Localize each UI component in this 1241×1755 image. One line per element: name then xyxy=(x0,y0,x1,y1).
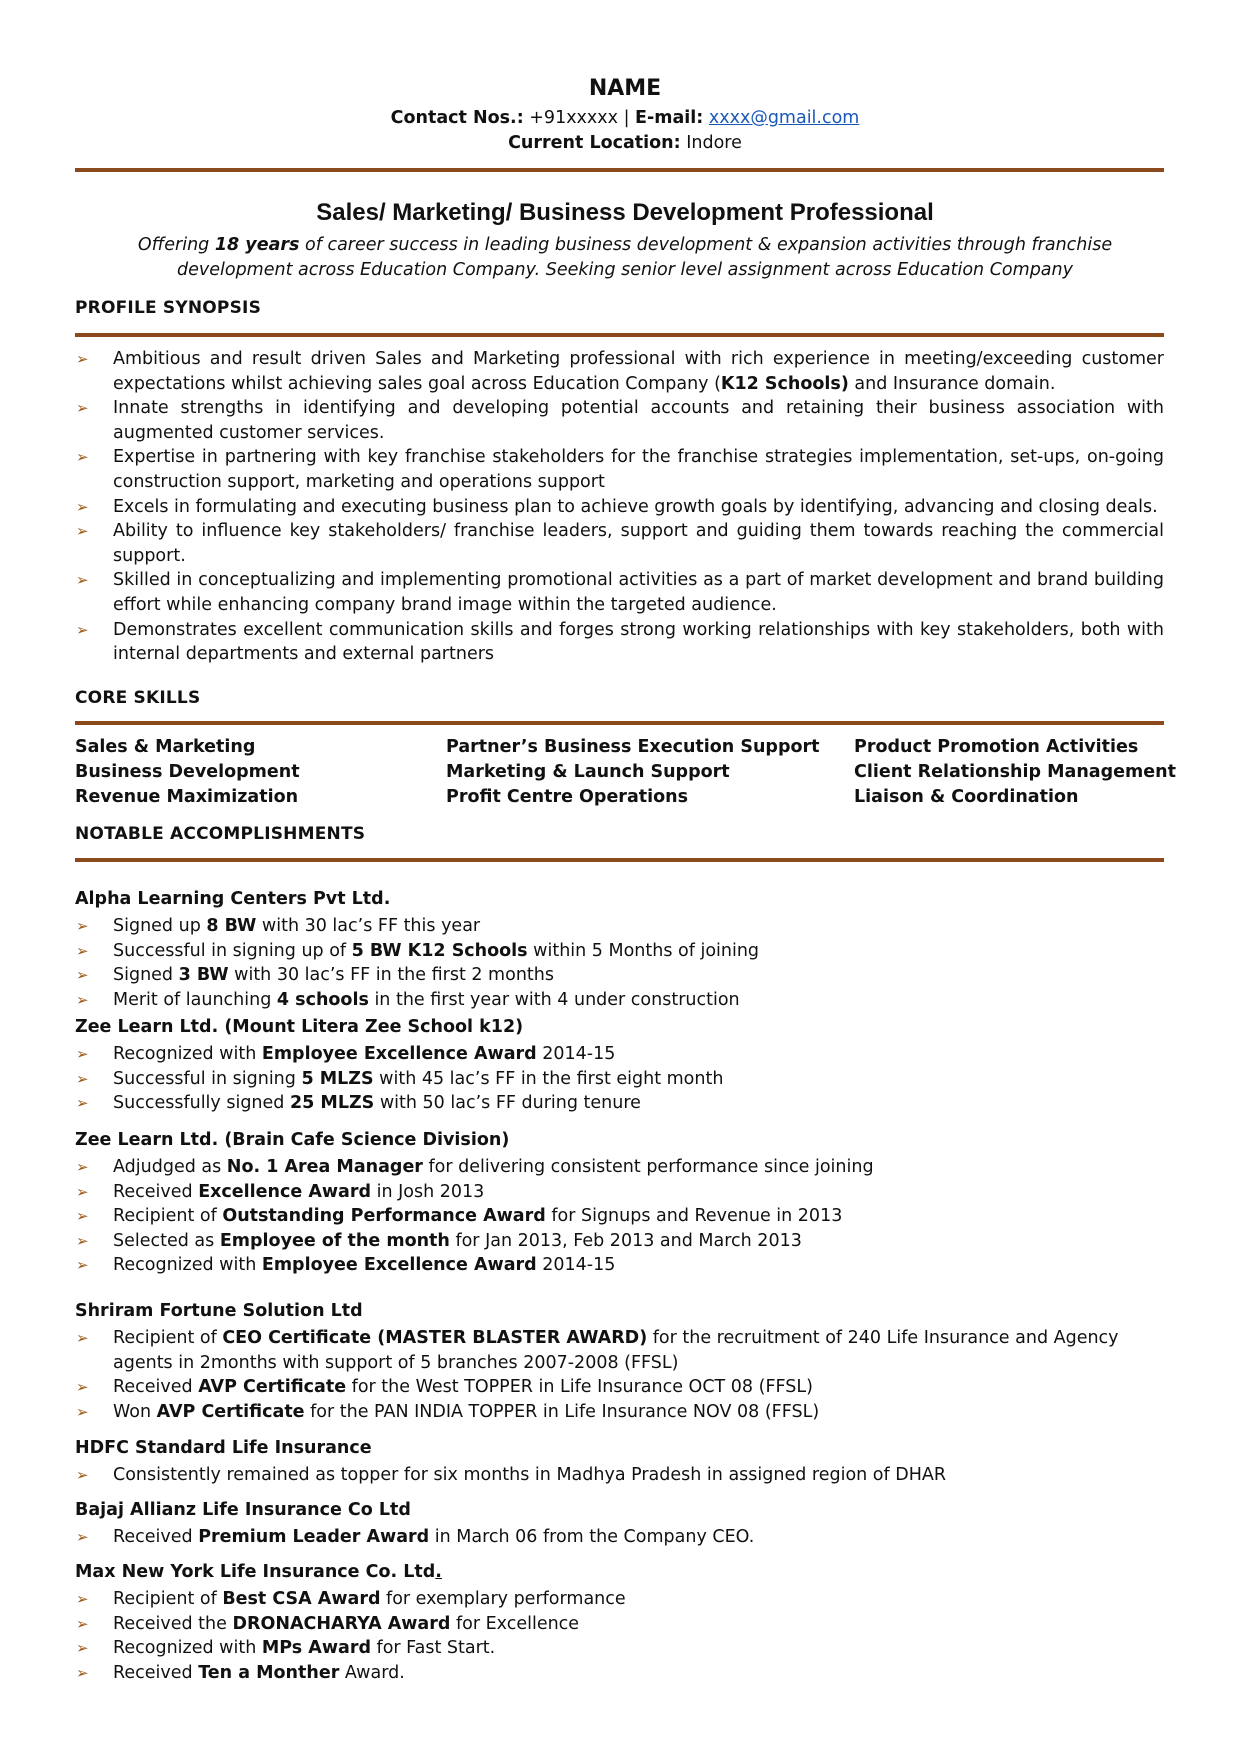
item-highlight: No. 1 Area Manager xyxy=(226,1157,423,1177)
offering-pre: Offering xyxy=(137,235,210,255)
arrow-bullet-icon: ➢ xyxy=(76,448,89,467)
accomplishments-heading: NOTABLE ACCOMPLISHMENTS xyxy=(75,824,366,844)
skills-column-3 xyxy=(854,735,1176,810)
core-skills-heading: CORE SKILLS xyxy=(75,688,201,708)
arrow-bullet-icon: ➢ xyxy=(76,917,89,935)
item-highlight: 5 BW K12 Schools xyxy=(351,940,528,961)
item-text: Innate strengths in identifying and developing potential accounts and retaining their business association with augmented customer services. xyxy=(113,398,1164,443)
arrow-bullet-icon: ➢ xyxy=(76,941,89,960)
item-text: for Fast Start. xyxy=(370,1638,496,1659)
item-highlight: Outstanding Performance Award xyxy=(222,1206,546,1227)
offering-post: of career success in leading business development & expansion activities through franchise development across Education Company. Seeking senior level assignment across Education Company xyxy=(177,235,1113,280)
item-text: Expertise in partnering with key franchise stakeholders for the franchise strategies implementation, set-ups, on-going construction support, marketing and operations support xyxy=(113,447,1164,492)
item-text: for delivering consistent performance since joining xyxy=(422,1157,874,1177)
item-text: for the PAN INDIA TOPPER in Life Insurance NOV 08 (FFSL) xyxy=(304,1401,820,1422)
list-item xyxy=(75,1375,1164,1400)
arrow-bullet-icon: ➢ xyxy=(76,1158,89,1176)
company-name: Zee Learn Ltd. (Mount Litera Zee School k12) xyxy=(75,1017,524,1037)
item-text: 2014-15 xyxy=(536,1255,616,1276)
list-item xyxy=(75,963,1164,988)
item-text: Consistently remained as topper for six months in Madhya Pradesh in assigned region of DHAR xyxy=(113,1465,947,1485)
arrow-bullet-icon: ➢ xyxy=(76,1231,89,1250)
skill-item: Profit Centre Operations xyxy=(446,787,689,807)
item-text: and Insurance domain. xyxy=(848,373,1056,394)
item-highlight: 4 schools xyxy=(276,989,369,1010)
company-name: Zee Learn Ltd. (Brain Cafe Science Division) xyxy=(75,1130,510,1150)
profile-synopsis-list xyxy=(75,347,1164,667)
item-highlight: 25 MLZS xyxy=(289,1093,375,1114)
item-text: Skilled in conceptualizing and implementing promotional activities as a part of market development and brand building effort while enhancing company brand image within the targeted audience. xyxy=(113,570,1164,615)
skill-item: Liaison & Coordination xyxy=(854,787,1079,807)
company-name: Shriram Fortune Solution Ltd xyxy=(75,1301,363,1321)
header-divider xyxy=(75,168,1164,172)
item-text: Selected as xyxy=(113,1230,220,1251)
arrow-bullet-icon: ➢ xyxy=(76,1207,89,1226)
arrow-bullet-icon: ➢ xyxy=(76,1528,89,1546)
item-highlight: Employee of the month xyxy=(219,1230,450,1251)
list-item xyxy=(75,1253,1164,1278)
item-highlight: MPs Award xyxy=(261,1638,371,1659)
list-item xyxy=(75,1229,1164,1254)
arrow-bullet-icon: ➢ xyxy=(76,1069,89,1088)
list-item xyxy=(75,618,1164,667)
skill-item: Business Development xyxy=(75,762,300,782)
item-text: Signed xyxy=(113,965,179,986)
item-text: within 5 Months of joining xyxy=(527,940,760,961)
list-item xyxy=(75,914,1164,939)
item-text: Signed up xyxy=(113,916,207,936)
skills-column-2 xyxy=(446,735,820,810)
arrow-bullet-icon: ➢ xyxy=(76,1639,89,1658)
list-item xyxy=(75,1661,1164,1686)
email-label: E-mail: xyxy=(635,108,704,128)
list-item xyxy=(75,939,1164,964)
item-text: 2014-15 xyxy=(536,1044,616,1064)
item-text: Received xyxy=(113,1377,199,1398)
item-text: Excels in formulating and executing business plan to achieve growth goals by identifying, advancing and closing deals. xyxy=(113,496,1158,517)
item-text: Successful in signing xyxy=(113,1068,302,1089)
item-text: Won xyxy=(113,1401,157,1422)
item-text: Recognized with xyxy=(113,1638,262,1659)
item-highlight: 5 MLZS xyxy=(301,1068,374,1089)
list-item xyxy=(75,1042,1164,1067)
list-item xyxy=(75,1587,1164,1612)
arrow-bullet-icon: ➢ xyxy=(76,1045,89,1063)
offering-summary xyxy=(130,233,1120,283)
item-text: Demonstrates excellent communication skills and forges strong working relationships with key stakeholders, both with internal departments and external partners xyxy=(113,619,1164,665)
item-text: for the recruitment of 240 Life Insurance and Agency agents in 2months with support of 5 branches 2007-2008 (FFSL) xyxy=(113,1328,1119,1373)
item-highlight: Employee Excellence Award xyxy=(261,1044,537,1064)
arrow-bullet-icon: ➢ xyxy=(76,990,89,1009)
arrow-bullet-icon: ➢ xyxy=(76,1256,89,1275)
location-line xyxy=(75,133,1175,153)
accomplishment-list xyxy=(75,1155,1164,1278)
list-item xyxy=(75,347,1164,396)
skill-item: Sales & Marketing xyxy=(75,737,256,757)
item-highlight: Ten a Monther xyxy=(198,1662,340,1683)
list-item xyxy=(75,519,1164,568)
item-text: with 30 lac’s FF this year xyxy=(256,916,481,936)
list-item xyxy=(75,396,1164,445)
arrow-bullet-icon: ➢ xyxy=(76,1094,89,1113)
offering-years: 18 years xyxy=(214,235,300,255)
item-highlight: AVP Certificate xyxy=(198,1377,347,1398)
item-text: Recipient of xyxy=(113,1328,223,1348)
list-item xyxy=(75,1525,1164,1550)
arrow-bullet-icon: ➢ xyxy=(76,1378,89,1397)
list-item xyxy=(75,1204,1164,1229)
company-name: HDFC Standard Life Insurance xyxy=(75,1438,372,1458)
item-text: Ambitious and result driven Sales and Marketing professional with rich experience in meeting/exceeding customer expectations whilst achieving sales goal across Education Company ( xyxy=(113,349,1164,394)
email-link[interactable]: xxxx@gmail.com xyxy=(708,108,860,128)
list-item xyxy=(75,1326,1164,1375)
profile-synopsis-heading: PROFILE SYNOPSIS xyxy=(75,298,262,318)
list-item xyxy=(75,568,1164,617)
accomplishments-divider xyxy=(75,858,1164,862)
company-name: Bajaj Allianz Life Insurance Co Ltd xyxy=(75,1500,411,1520)
item-text: Received xyxy=(113,1662,199,1683)
item-text: Received the xyxy=(113,1613,233,1634)
accomplishment-list xyxy=(75,1326,1164,1424)
item-text: for the West TOPPER in Life Insurance OCT 08 (FFSL) xyxy=(346,1377,813,1398)
candidate-name: NAME xyxy=(588,76,662,101)
accomplishment-list xyxy=(75,914,1164,1012)
list-item xyxy=(75,1091,1164,1116)
arrow-bullet-icon: ➢ xyxy=(76,497,89,516)
item-text: for exemplary performance xyxy=(380,1589,626,1609)
arrow-bullet-icon: ➢ xyxy=(76,966,89,985)
item-text: Recognized with xyxy=(113,1044,262,1064)
list-item xyxy=(75,988,1164,1013)
item-text: Merit of launching xyxy=(113,989,277,1010)
item-text: in Josh 2013 xyxy=(371,1181,485,1202)
skill-item: Marketing & Launch Support xyxy=(446,762,730,782)
accomplishment-list xyxy=(75,1042,1164,1116)
company-name: Max New York Life Insurance Co. Ltd. xyxy=(75,1562,442,1582)
skill-item: Revenue Maximization xyxy=(75,787,299,807)
item-text: Award. xyxy=(339,1662,405,1683)
item-highlight: Employee Excellence Award xyxy=(261,1255,537,1276)
item-highlight: 8 BW xyxy=(206,916,257,936)
item-text: for Signups and Revenue in 2013 xyxy=(545,1206,843,1227)
arrow-bullet-icon: ➢ xyxy=(76,1329,89,1347)
item-text: in the first year with 4 under construction xyxy=(368,989,740,1010)
item-text: in March 06 from the Company CEO. xyxy=(429,1527,755,1547)
item-highlight: Excellence Award xyxy=(198,1181,372,1202)
skills-column-1 xyxy=(75,735,300,810)
arrow-bullet-icon: ➢ xyxy=(76,522,89,541)
arrow-bullet-icon: ➢ xyxy=(76,350,89,368)
location-value: Indore xyxy=(686,133,742,153)
list-item xyxy=(75,1155,1164,1180)
list-item xyxy=(75,1463,1164,1488)
arrow-bullet-icon: ➢ xyxy=(76,1663,89,1682)
item-highlight: DRONACHARYA Award xyxy=(232,1613,451,1634)
item-text: with 30 lac’s FF in the first 2 months xyxy=(228,965,554,986)
core-skills-divider xyxy=(75,721,1164,725)
item-text: Successfully signed xyxy=(113,1093,290,1114)
arrow-bullet-icon: ➢ xyxy=(76,1466,89,1484)
list-item xyxy=(75,1180,1164,1205)
list-item xyxy=(75,495,1164,520)
item-text: Recipient of xyxy=(113,1589,223,1609)
item-highlight: K12 Schools) xyxy=(720,373,849,394)
list-item xyxy=(75,1636,1164,1661)
location-label: Current Location: xyxy=(508,133,681,153)
list-item xyxy=(75,1400,1164,1425)
accomplishment-list xyxy=(75,1587,1164,1685)
item-highlight: Premium Leader Award xyxy=(198,1527,430,1547)
item-highlight: 3 BW xyxy=(178,965,229,986)
arrow-bullet-icon: ➢ xyxy=(76,620,89,639)
arrow-bullet-icon: ➢ xyxy=(76,571,89,590)
item-text: Received xyxy=(113,1181,199,1202)
accomplishment-list xyxy=(75,1525,1164,1550)
contact-separator: | xyxy=(623,108,630,128)
item-text: Recognized with xyxy=(113,1255,262,1276)
item-text: for Excellence xyxy=(450,1613,580,1634)
arrow-bullet-icon: ➢ xyxy=(76,1614,89,1633)
contact-label: Contact Nos.: xyxy=(390,108,524,128)
item-text: for Jan 2013, Feb 2013 and March 2013 xyxy=(449,1230,802,1251)
arrow-bullet-icon: ➢ xyxy=(76,1402,89,1421)
headline-title: Sales/ Marketing/ Business Development Professional xyxy=(316,199,934,226)
profile-divider xyxy=(75,333,1164,337)
item-text: Recipient of xyxy=(113,1206,223,1227)
accomplishment-list xyxy=(75,1463,1164,1488)
list-item xyxy=(75,1612,1164,1637)
item-highlight: AVP Certificate xyxy=(156,1401,305,1422)
skill-item: Client Relationship Management xyxy=(854,762,1176,782)
item-text: Received xyxy=(113,1527,199,1547)
skill-item: Product Promotion Activities xyxy=(854,737,1139,757)
item-highlight: Best CSA Award xyxy=(222,1589,381,1609)
list-item xyxy=(75,445,1164,494)
company-name: Alpha Learning Centers Pvt Ltd. xyxy=(75,889,391,909)
item-highlight: CEO Certificate (MASTER BLASTER AWARD) xyxy=(222,1328,648,1348)
item-text: Adjudged as xyxy=(113,1157,227,1177)
contact-number: +91xxxxx xyxy=(529,108,618,128)
item-text: with 50 lac’s FF during tenure xyxy=(374,1093,641,1114)
arrow-bullet-icon: ➢ xyxy=(76,1182,89,1201)
skill-item: Partner’s Business Execution Support xyxy=(446,737,820,757)
arrow-bullet-icon: ➢ xyxy=(76,1590,89,1608)
contact-line xyxy=(75,108,1175,128)
list-item xyxy=(75,1067,1164,1092)
item-text: Successful in signing up of xyxy=(113,940,352,961)
item-text: Ability to influence key stakeholders/ franchise leaders, support and guiding them towards reaching the commercial support. xyxy=(113,521,1164,566)
arrow-bullet-icon: ➢ xyxy=(76,399,89,418)
item-text: with 45 lac’s FF in the first eight month xyxy=(373,1068,724,1089)
